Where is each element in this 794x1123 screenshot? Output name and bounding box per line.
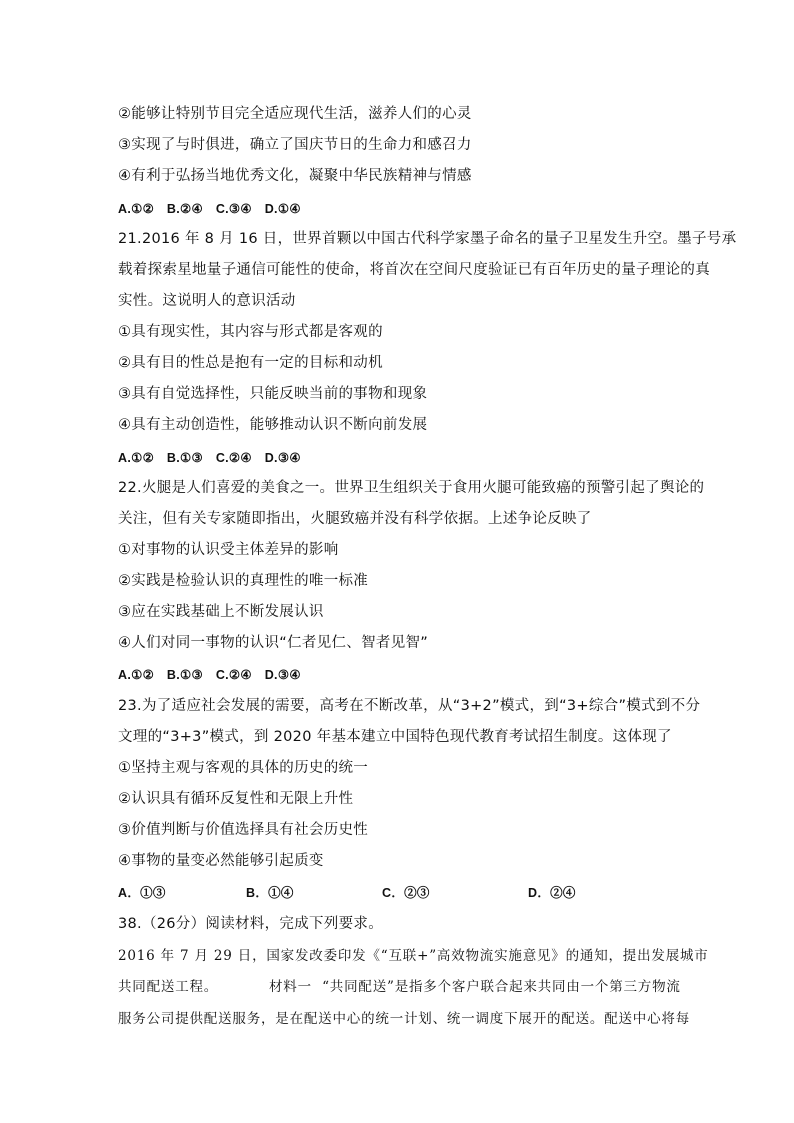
choice-b: B.①③ xyxy=(166,668,204,682)
choice-c: C.②④ xyxy=(215,668,252,682)
option-line: ①对事物的认识受主体差异的影响 xyxy=(118,542,339,558)
choice-a: A．①③ xyxy=(118,886,166,900)
material-paragraph: 共同配送工程。 材料一 “共同配送”是指多个客户联合起来共同由一个第三方物流 xyxy=(118,979,681,995)
question-22-stem: 关注，但有关专家随即指出，火腿致癌并没有科学依据。上述争论反映了 xyxy=(118,511,592,527)
choice-d: D.③④ xyxy=(264,668,301,682)
option-line: ②具有目的性总是抱有一定的目标和动机 xyxy=(118,355,383,371)
choice-b: B.②④ xyxy=(166,202,204,216)
choice-a: A.①② xyxy=(118,451,155,465)
choice-d: D．②④ xyxy=(528,886,576,900)
question-23-stem: 文理的“3+3”模式，到 2020 年基本建立中国特色现代教育考试招生制度。这体现了 xyxy=(118,729,672,745)
question-38-heading: 38.（26分）阅读材料，完成下列要求。 xyxy=(118,916,384,932)
question-21-stem: 实性。这说明人的意识活动 xyxy=(118,293,296,309)
choice-c: C.②④ xyxy=(215,451,252,465)
answer-choices-q23 xyxy=(118,883,598,903)
choice-b: B．①④ xyxy=(246,886,294,900)
question-21-stem: 21.2016 年 8 月 16 日，世界首颗以中国古代科学家墨子命名的量子卫星发生升空。墨子号承 xyxy=(118,231,737,247)
material-paragraph: 服务公司提供配送服务，是在配送中心的统一计划、统一调度下展开的配送。配送中心将每 xyxy=(118,1011,690,1027)
question-21-stem: 载着探索星地量子通信可能性的使命，将首次在空间尺度验证已有百年历史的量子理论的真 xyxy=(118,262,710,278)
option-line: ①具有现实性，其内容与形式都是客观的 xyxy=(118,324,383,340)
material-paragraph: 2016 年 7 月 29 日，国家发改委印发《“互联+”高效物流实施意见》的通知，提出发展城市 xyxy=(118,948,709,964)
option-line: ④有利于弘扬当地优秀文化，凝聚中华民族精神与情感 xyxy=(118,168,472,184)
option-line: ④具有主动创造性，能够推动认识不断向前发展 xyxy=(118,417,428,433)
option-line: ①坚持主观与客观的具体的历史的统一 xyxy=(118,760,369,776)
answer-choices-q22 xyxy=(118,665,310,685)
option-line: ③价值判断与价值选择具有社会历史性 xyxy=(118,822,369,838)
question-22-stem: 22.火腿是人们喜爱的美食之一。世界卫生组织关于食用火腿可能致癌的预警引起了舆论的 xyxy=(118,480,705,496)
choice-d: D.①④ xyxy=(264,202,301,216)
choice-a: A.①② xyxy=(118,668,155,682)
choice-d: D.③④ xyxy=(264,451,301,465)
option-line: ③实现了与时俱进，确立了国庆节日的生命力和感召力 xyxy=(118,137,472,153)
option-line: ②实践是检验认识的真理性的唯一标准 xyxy=(118,573,369,589)
question-23-stem: 23.为了适应社会发展的需要，高考在不断改革，从“3+2”模式，到“3+综合”模式到不分 xyxy=(118,698,701,714)
option-line: ②能够让特别节目完全适应现代生活，滋养人们的心灵 xyxy=(118,106,472,122)
answer-choices-q20 xyxy=(118,199,310,219)
choice-b: B.①③ xyxy=(166,451,204,465)
choice-c: C.③④ xyxy=(215,202,252,216)
option-line: ④事物的量变必然能够引起质变 xyxy=(118,853,324,869)
choice-c: C．②③ xyxy=(382,886,430,900)
choice-a: A.①② xyxy=(118,202,155,216)
answer-choices-q21 xyxy=(118,448,310,468)
option-line: ②认识具有循环反复性和无限上升性 xyxy=(118,791,354,807)
option-line: ③具有自觉选择性，只能反映当前的事物和现象 xyxy=(118,386,428,402)
option-line: ④人们对同一事物的认识“仁者见仁、智者见智” xyxy=(118,635,429,651)
option-line: ③应在实践基础上不断发展认识 xyxy=(118,604,324,620)
